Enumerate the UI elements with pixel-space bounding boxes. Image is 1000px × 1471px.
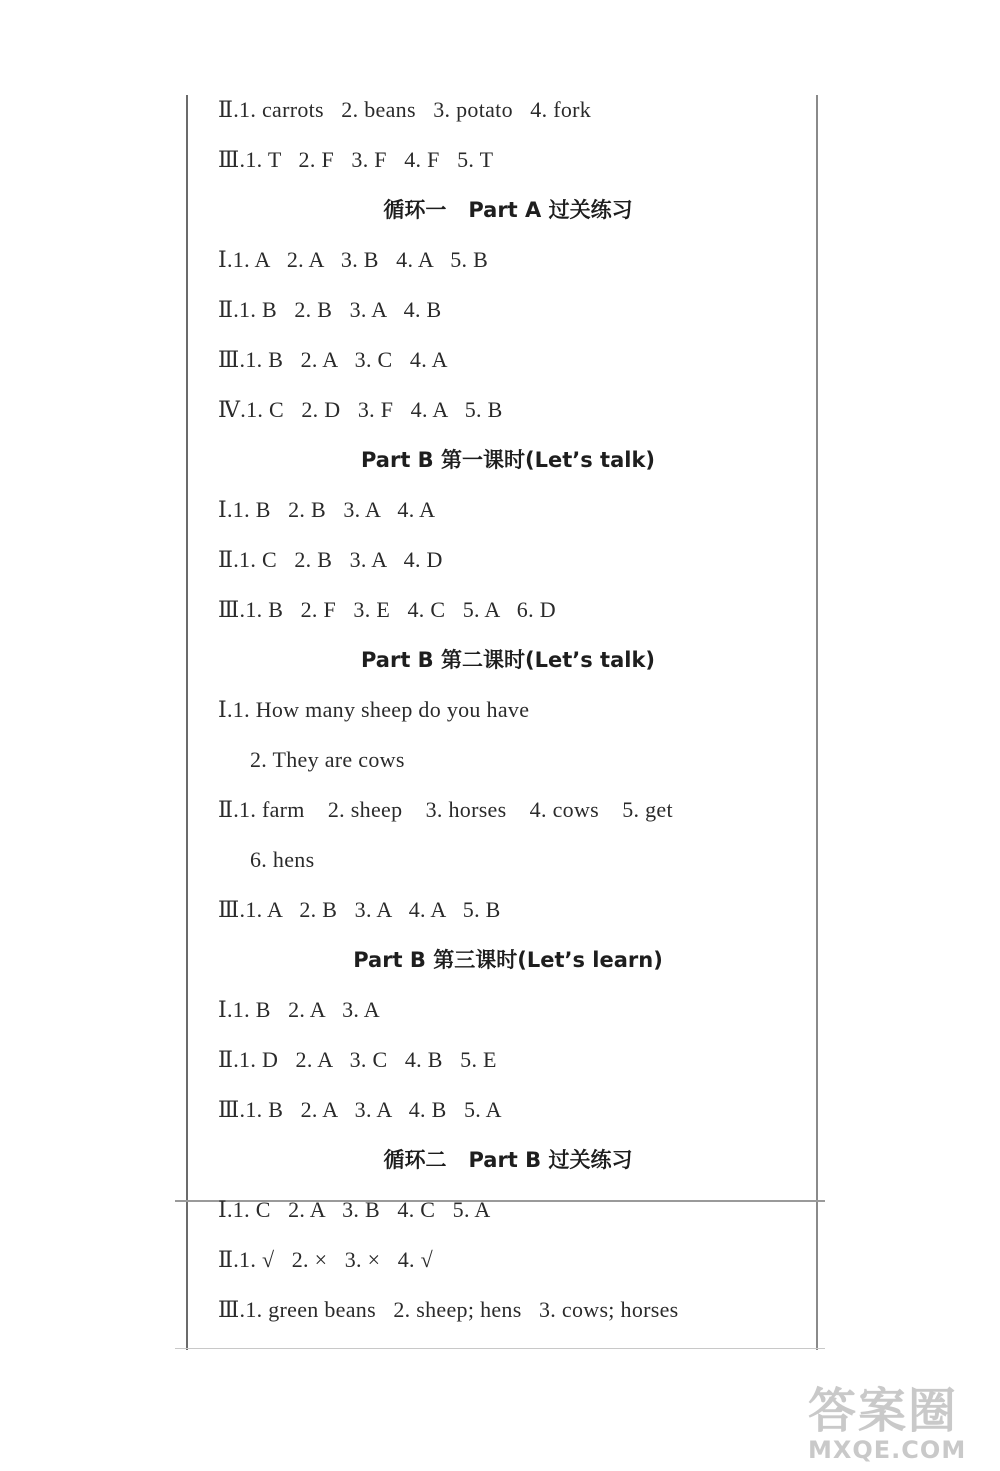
answer-line: Ⅱ.1. carrots 2. beans 3. potato 4. fork bbox=[218, 97, 592, 122]
section-heading: 循环二 Part B 过关练习 bbox=[383, 1148, 633, 1172]
section-heading: Part B 第二课时(Let’s talk) bbox=[360, 648, 656, 672]
answer-line: Ⅰ.1. B 2. B 3. A 4. A bbox=[218, 497, 436, 522]
answer-line: Ⅰ.1. C 2. A 3. B 4. C 5. A bbox=[218, 1197, 491, 1222]
section-heading: Part B 第三课时(Let’s learn) bbox=[353, 948, 663, 972]
answer-line: Ⅳ.1. C 2. D 3. F 4. A 5. B bbox=[218, 397, 503, 422]
answer-line: Ⅰ.1. How many sheep do you have bbox=[218, 697, 530, 722]
answer-line: Ⅲ.1. B 2. A 3. A 4. B 5. A bbox=[218, 1097, 502, 1122]
watermark bbox=[808, 1385, 993, 1467]
watermark-url: MXQE.COM bbox=[808, 1436, 967, 1464]
answer-line: Ⅲ.1. T 2. F 3. F 4. F 5. T bbox=[218, 147, 494, 172]
answer-line: Ⅰ.1. A 2. A 3. B 4. A 5. B bbox=[218, 247, 489, 272]
answer-line: Ⅱ.1. D 2. A 3. C 4. B 5. E bbox=[218, 1047, 497, 1072]
answer-line: Ⅲ.1. B 2. A 3. C 4. A bbox=[218, 347, 448, 372]
right-margin-rule bbox=[816, 95, 818, 1350]
answer-line: Ⅱ.1. C 2. B 3. A 4. D bbox=[218, 547, 443, 572]
watermark-logo: 答案圈 bbox=[808, 1383, 959, 1439]
section-heading: Part B 第一课时(Let’s talk) bbox=[360, 448, 656, 472]
answer-line: Ⅱ.1. farm 2. sheep 3. horses 4. cows 5. get bbox=[218, 797, 673, 822]
section-heading: 循环一 Part A 过关练习 bbox=[383, 198, 633, 222]
answer-line: Ⅱ.1. B 2. B 3. A 4. B bbox=[218, 297, 442, 322]
answer-line: Ⅱ.1. √ 2. × 3. × 4. √ bbox=[218, 1247, 434, 1272]
answer-line: Ⅲ.1. B 2. F 3. E 4. C 5. A 6. D bbox=[218, 597, 556, 622]
answer-line: Ⅲ.1. green beans 2. sheep; hens 3. cows; horses bbox=[218, 1297, 679, 1322]
answer-content bbox=[218, 88, 798, 1338]
answer-line-continued: 2. They are cows bbox=[250, 747, 405, 772]
answer-line: Ⅰ.1. B 2. A 3. A bbox=[218, 997, 380, 1022]
answer-line-continued: 6. hens bbox=[250, 847, 315, 872]
bottom-rule bbox=[175, 1348, 825, 1349]
left-margin-rule bbox=[186, 95, 188, 1350]
answer-line: Ⅲ.1. A 2. B 3. A 4. A 5. B bbox=[218, 897, 501, 922]
